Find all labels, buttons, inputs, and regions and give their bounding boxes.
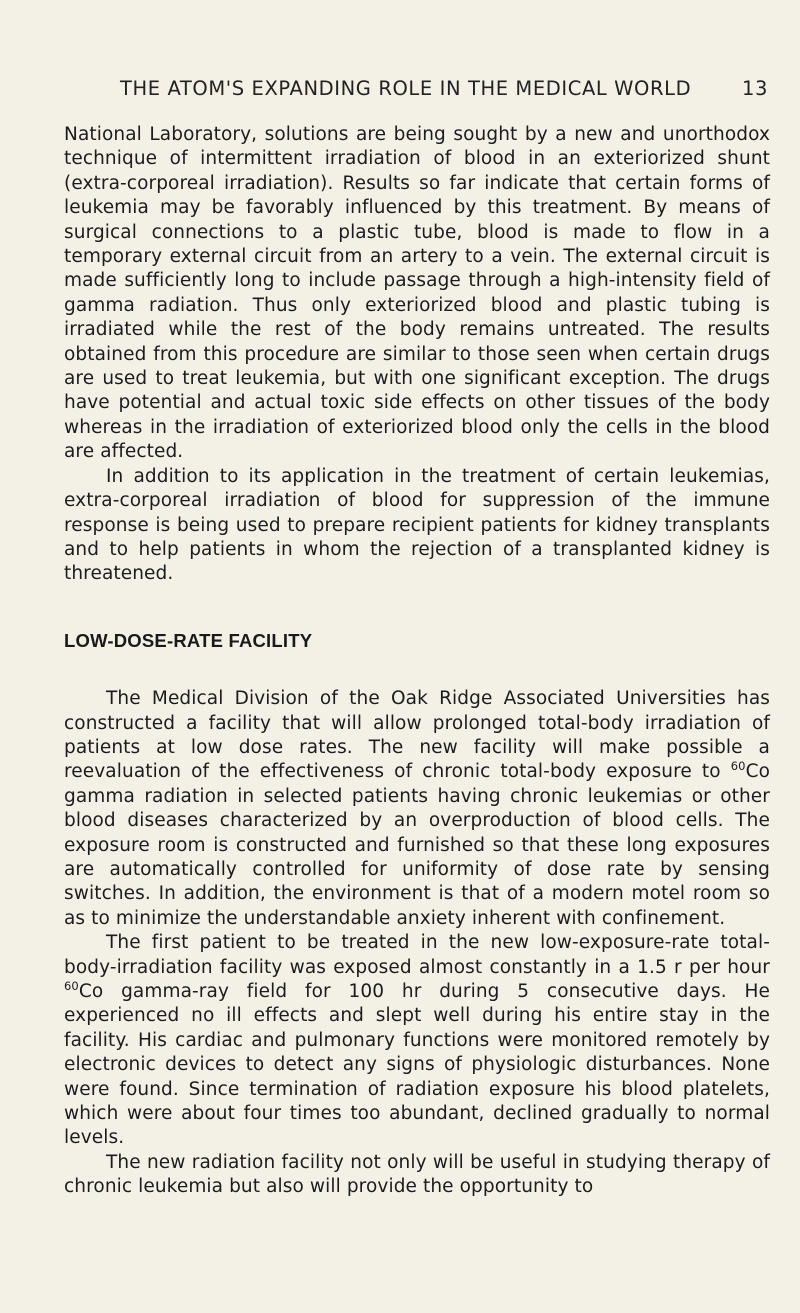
paragraph-extracorporeal: In addition to its application in the treatment of certain leukemias, extra-corporeal irradiation of blood for suppression of the immune response is being used to prepare recipient patients for kidney transplants and to help patients in whom the rejection of a transplanted kidney is threatened. (64, 465, 770, 585)
paragraph-first-patient (64, 931, 770, 1151)
isotope-superscript: 60 (64, 978, 79, 993)
text-segment: Co gamma-ray field for 100 hr during 5 consecutive days. He experienced no ill effects and slept well during his entire stay in the facility. His cardiac and pulmonary functions were monitored remotely by electronic devices to detect any signs of physiologic disturbances. None were found. Since termination of radiation exposure his blood platelets, which were about four times too abundant, declined gradually to normal levels. (64, 981, 770, 1149)
body-text (64, 123, 770, 1200)
paragraph-facility (64, 687, 770, 931)
page-number: 13 (741, 77, 768, 100)
chapter-title: THE ATOM'S EXPANDING ROLE IN THE MEDICAL WORLD (120, 77, 692, 100)
text-segment: The first patient to be treated in the new low-exposure-rate total-body-irradiation facility was exposed almost constantly in a 1.5 r per hour (64, 932, 770, 978)
paragraph-continuation: The new radiation facility not only will be useful in studying therapy of chronic leukemia but also will provide the opportunity to (64, 1151, 770, 1198)
text-segment: Co gamma radiation in selected patients having chronic leukemias or other blood diseases characterized by an overproduction of blood cells. The exposure room is constructed and furnished so that these long exposures are automatically controlled for uniformity of dose rate by sensing switches. In addition, the environment is that of a modern motel room so as to minimize the understandable anxiety inherent with confinement. (64, 761, 770, 929)
isotope-superscript: 60 (730, 759, 746, 774)
text-segment: The Medical Division of the Oak Ridge Associated Universities has constructed a facility that will allow prolonged total-body irradiation of patients at low dose rates. The new facility will make possible a reevaluation of the effectiveness of chronic total-body exposure to (64, 688, 770, 783)
paragraph-continued: National Laboratory, solutions are being sought by a new and unorthodox technique of intermittent irradiation of blood in an exteriorized shunt (extra-corporeal irradiation). Results so far indicate that certain forms of leukemia may be favorably influenced by this treatment. By means of surgical connections to a plastic tube, blood is made to flow in a temporary external circuit from an artery to a vein. The external circuit is made sufficiently long to include passage through a high-intensity field of gamma radiation. Thus only exteriorized blood and plastic tubing is irradiated while the rest of the body remains untreated. The results obtained from this procedure are similar to those seen when certain drugs are used to treat leukemia, but with one significant exception. The drugs have potential and actual toxic side effects on other tissues of the body whereas in the irradiation of exteriorized blood only the cells in the blood are affected. (64, 124, 770, 463)
section-heading: LOW-DOSE-RATE FACILITY (64, 629, 313, 651)
running-header (120, 77, 768, 100)
